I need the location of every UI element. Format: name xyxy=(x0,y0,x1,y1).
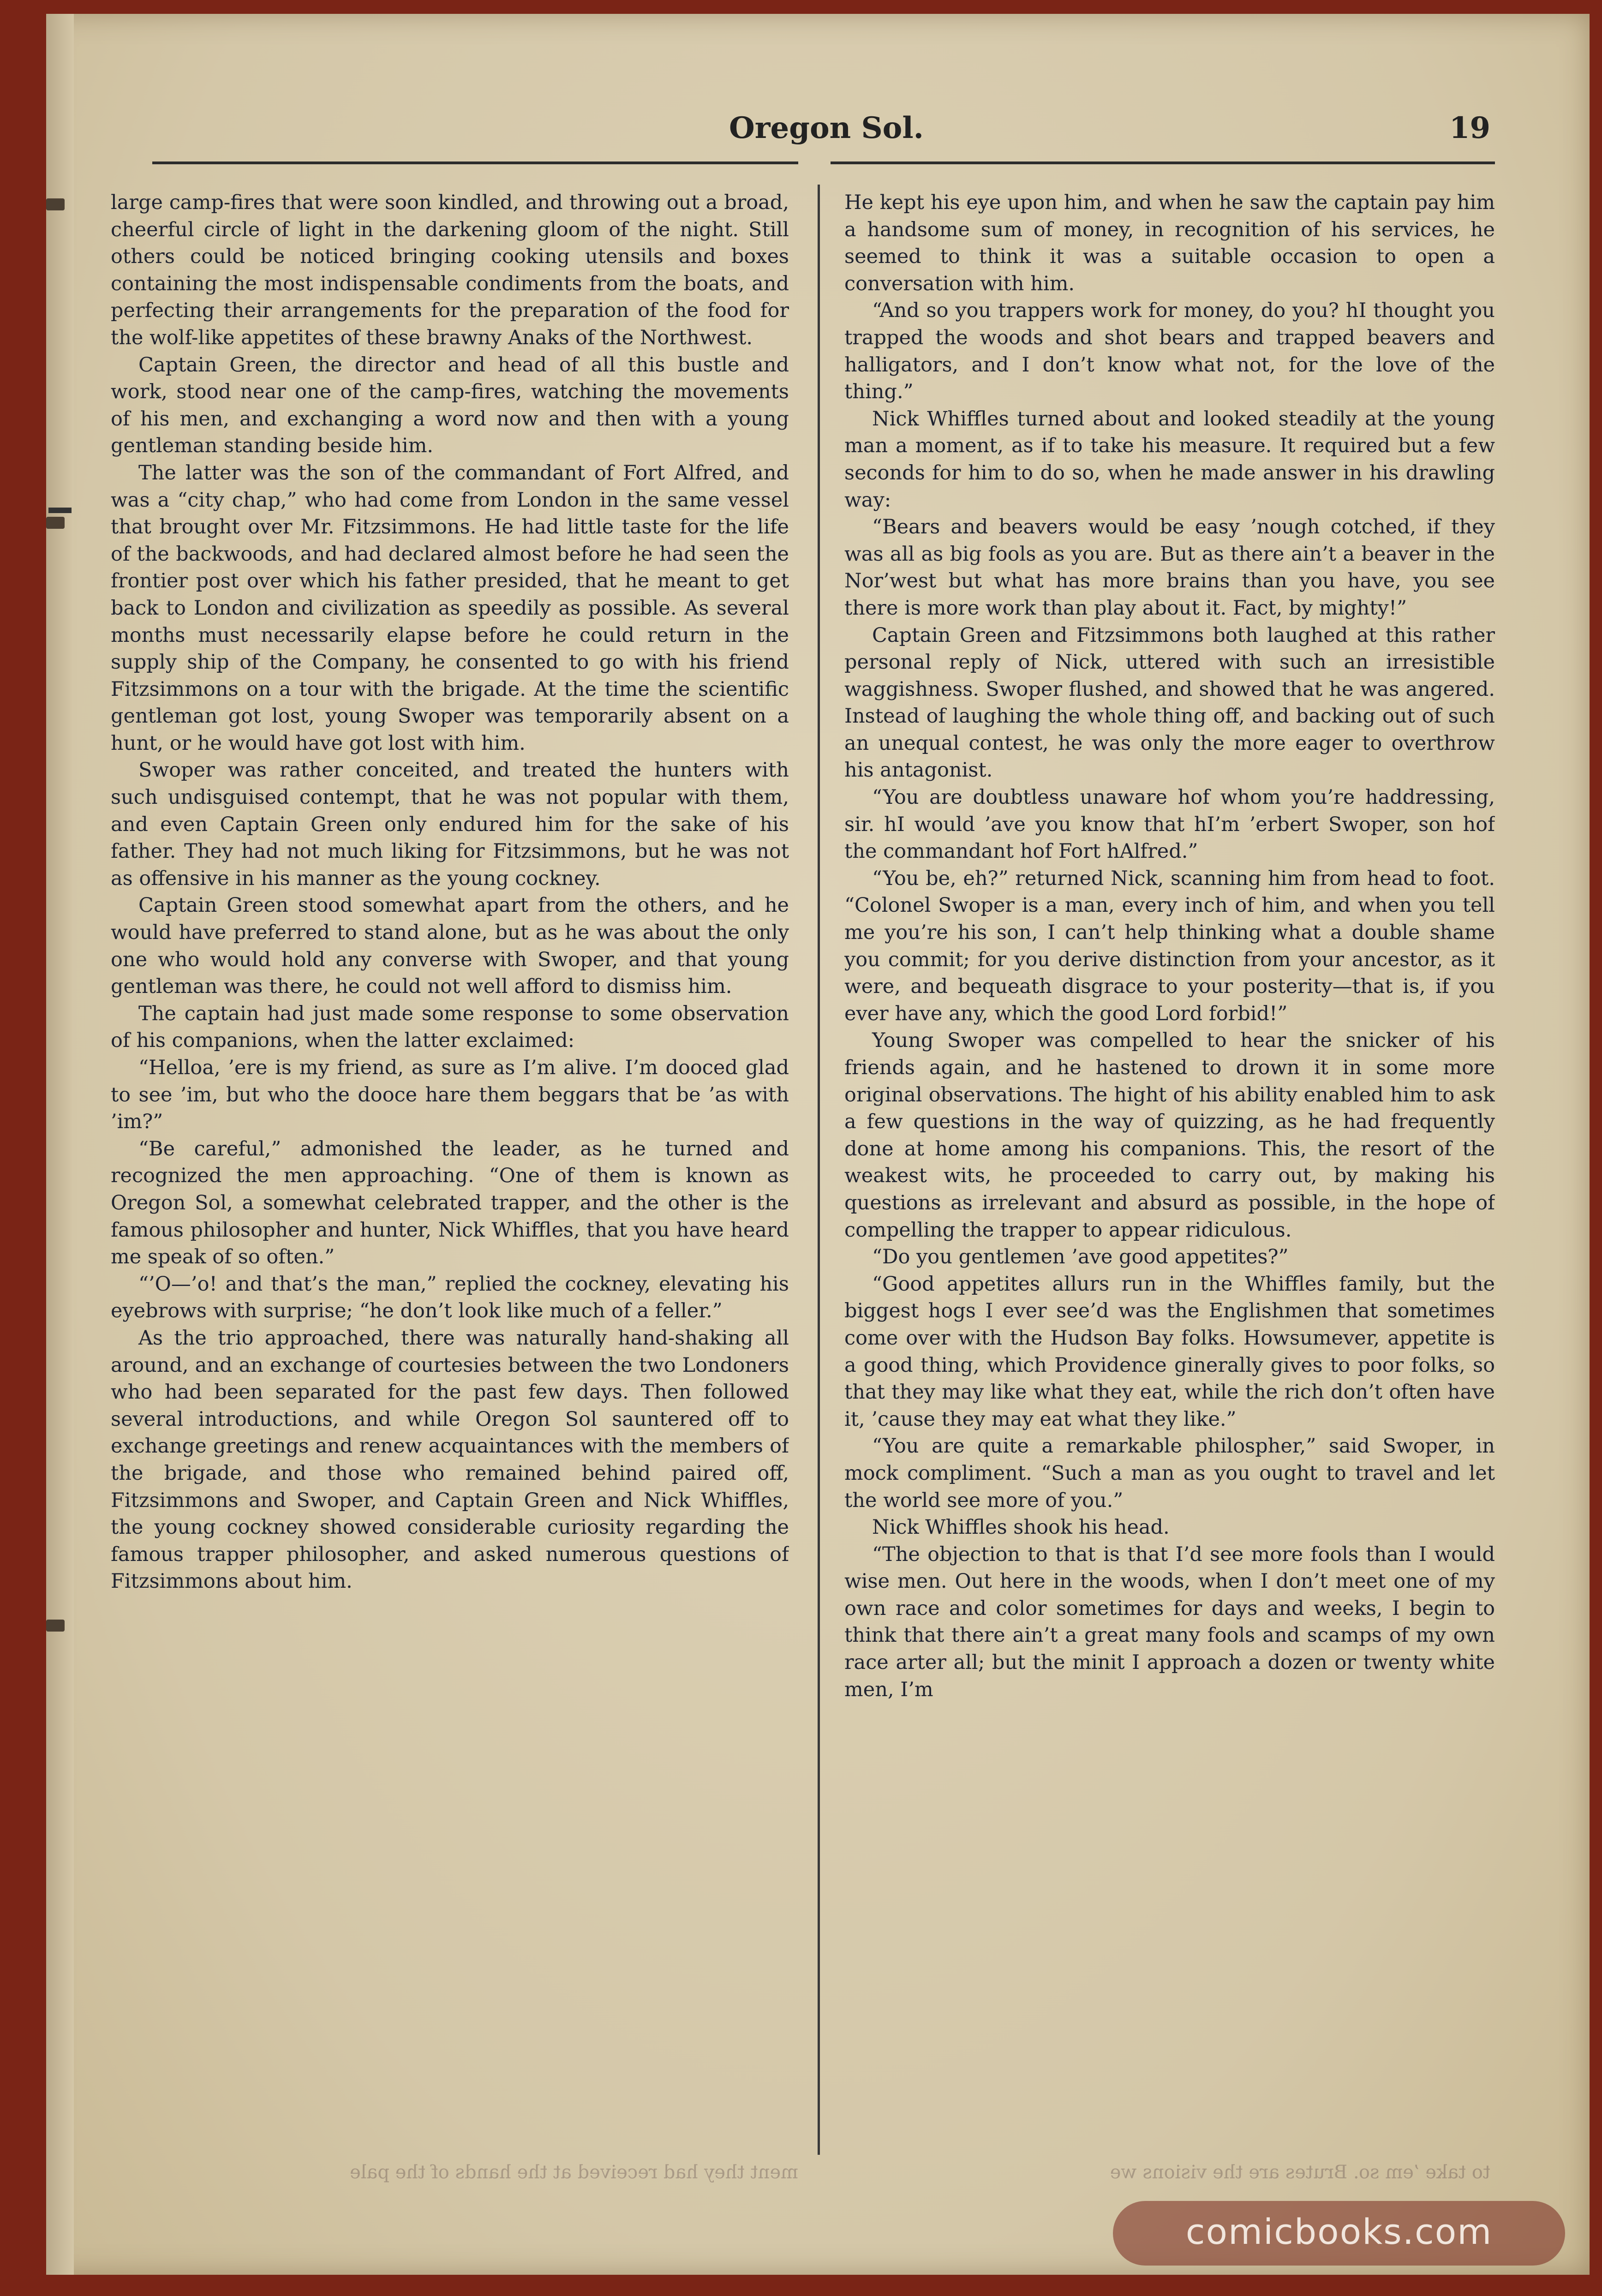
paragraph: “Bears and beavers would be easy ’nough cotched, if they was all as big fools as you are. But as there ain’t a beaver in the Nor’west but what has more brains than you have, you see there is more work than play about it. Fact, by mighty!” xyxy=(844,515,1495,620)
column-divider xyxy=(818,185,820,2155)
paragraph: The latter was the son of the commandant of Fort Alfred, and was a “city chap,” who had come from London in the same vessel that brought over Mr. Fitzsimmons. He had little taste for the life of the backwoods, and had declared almost before he had seen the frontier post over which his father presided, that he meant to get back to London and civilization as speedily as possible. As several months must necessarily elapse before he could return in the supply ship of the Company, he consented to go with his friend Fitzsimmons on a tour with the brigade. At the time the scientific gentleman got lost, young Swoper was temporarily absent on a hunt, or he would have got lost with him. xyxy=(111,461,789,755)
watermark-badge xyxy=(1113,2201,1565,2266)
paragraph: “Good appetites allurs run in the Whiffles family, but the biggest hogs I ever see’d was the Englishmen that sometimes come over with the Hudson Bay folks. Howsumever, appetite is a good thing, which Providence ginerally gives to poor folks, so that they may like what they eat, while the rich don’t often have it, ’cause they may eat what they like.” xyxy=(844,1272,1495,1431)
paragraph: Nick Whiffles turned about and looked steadily at the young man a moment, as if to take his measure. It required but a few seconds for him to do so, when he made answer in his drawling way: xyxy=(844,407,1495,512)
paragraph: “The objection to that is that I’d see more fools than I would wise men. Out here in the woods, when I don’t meet one of my own race and color sometimes for days and weeks, I begin to think that there ain’t a great many fools and scamps of my own race arter all; but the minit I approach a dozen or twenty white men, I’m xyxy=(844,1543,1495,1701)
page-number: 19 xyxy=(1449,111,1490,145)
bleed-through-text-left: ment they had received at the hands of the pale xyxy=(350,2162,798,2183)
paragraph: “’O—’o! and that’s the man,” replied the cockney, elevating his eyebrows with surprise; “he don’t look like much of a feller.” xyxy=(111,1272,789,1323)
paragraph: “You be, eh?” returned Nick, scanning him from head to foot. “Colonel Swoper is a man, every inch of him, and when you tell me you’re his son, I can’t help thinking what a double shame you commit; for you derive distinction from your ancestor, as it were, and bequeath disgrace to your posterity—that is, if you ever have any, which the good Lord forbid!” xyxy=(844,867,1495,1025)
paragraph: “Helloa, ’ere is my friend, as sure as I’m alive. I’m dooced glad to see ’im, but who the dooce hare them beggars that be ’as with ’im?” xyxy=(111,1056,789,1134)
paragraph: As the trio approached, there was naturally hand-shaking all around, and an exchange of courtesies between the two Londoners who had been separated for the past few days. Then followed several introductions, and while Oregon Sol sauntered off to exchange greetings and renew acquaintances with the members of the brigade, and those who remained behind paired off, Fitzsimmons and Swoper, and Captain Green and Nick Whiffles, the young cockney showed considerable curiosity regarding the famous trapper philosopher, and asked numerous questions of Fitzsimmons about him. xyxy=(111,1326,789,1593)
text-column-left xyxy=(111,189,789,2146)
bleed-through-text-right: to take ’em so. Brutes are the visions we xyxy=(1110,2162,1490,2183)
binding-edge xyxy=(46,14,74,2275)
binding-hole xyxy=(46,198,65,210)
header-rule-left xyxy=(152,161,798,164)
paragraph: Captain Green stood somewhat apart from the others, and he would have preferred to stand alone, but as he was about the only one who would hold any converse with Swoper, and that young gentleman was there, he could not well afford to dismiss him. xyxy=(111,894,789,999)
paragraph: Swoper was rather conceited, and treated the hunters with such undisguised contempt, that he was not popular with them, and even Captain Green only endured him for the sake of his father. They had not much liking for Fitzsimmons, but he was not as offensive in his manner as the young cockney. xyxy=(111,759,789,890)
watermark-text: comicbooks.com xyxy=(1185,2211,1493,2252)
text-column-right xyxy=(844,189,1495,2146)
paragraph: Captain Green and Fitzsimmons both laughed at this rather personal reply of Nick, uttered with such an irresistible waggishness. Swoper flushed, and showed that he was angered. Instead of laughing the whole thing off, and backing out of such an unequal contest, he was only the more eager to overthrow his antagonist. xyxy=(844,623,1495,782)
page-header xyxy=(120,102,1495,152)
paragraph: Young Swoper was compelled to hear the snicker of his friends again, and he hastened to drown it in some more original observations. The hight of his ability enabled him to ask a few questions in the way of quizzing, as he had frequently done at home among his companions. This, the resort of the weakest wits, he proceeded to carry out, by making his questions as irrelevant and absurd as possible, in the hope of compelling the trapper to appear ridiculous. xyxy=(844,1029,1495,1242)
paragraph: Nick Whiffles shook his head. xyxy=(872,1516,1170,1539)
margin-mark xyxy=(48,508,72,513)
header-rule-right xyxy=(831,161,1495,164)
paragraph: large camp-fires that were soon kindled, and throwing out a broad, cheerful circle of light in the darkening gloom of the night. Still others could be noticed bringing cooking utensils and boxes containing the most indispensable condiments from the boats, and perfecting their arrangements for the preparation of the food for the wolf-like appetites of these brawny Anaks of the Northwest. xyxy=(111,191,789,349)
paragraph: Captain Green, the director and head of all this bustle and work, stood near one of the camp-fires, watching the movements of his men, and exchanging a word now and then with a young gentleman standing beside him. xyxy=(111,353,789,458)
paragraph: The captain had just made some response to some observation of his companions, when the latter exclaimed: xyxy=(111,1002,789,1052)
binding-hole xyxy=(46,1620,65,1632)
paragraph: He kept his eye upon him, and when he saw the captain pay him a handsome sum of money, in recognition of his services, he seemed to think it was a suitable occasion to open a conversation with him. xyxy=(844,191,1495,295)
paragraph: “Do you gentlemen ’ave good appetites?” xyxy=(872,1245,1289,1269)
paragraph: “You are doubtless unaware hof whom you’re haddressing, sir. hI would ’ave you know that hI’m ’erbert Swoper, son hof the commandant hof Fort hAlfred.” xyxy=(844,786,1495,863)
paragraph: “You are quite a remarkable philospher,” said Swoper, in mock compliment. “Such a man as you ought to travel and let the world see more of you.” xyxy=(844,1435,1495,1512)
paragraph: “Be careful,” admonished the leader, as he turned and recognized the men approaching. “One of them is known as Oregon Sol, a somewhat celebrated trapper, and the other is the famous philosopher and hunter, Nick Whiffles, that you have heard me speak of so often.” xyxy=(111,1137,789,1269)
paragraph: “And so you trappers work for money, do you? hI thought you trapped the woods and shot bears and trapped beavers and halligators, and I don’t know what not, for the love of the thing.” xyxy=(844,299,1495,404)
binding-hole xyxy=(46,517,65,529)
running-title: Oregon Sol. xyxy=(729,111,924,145)
